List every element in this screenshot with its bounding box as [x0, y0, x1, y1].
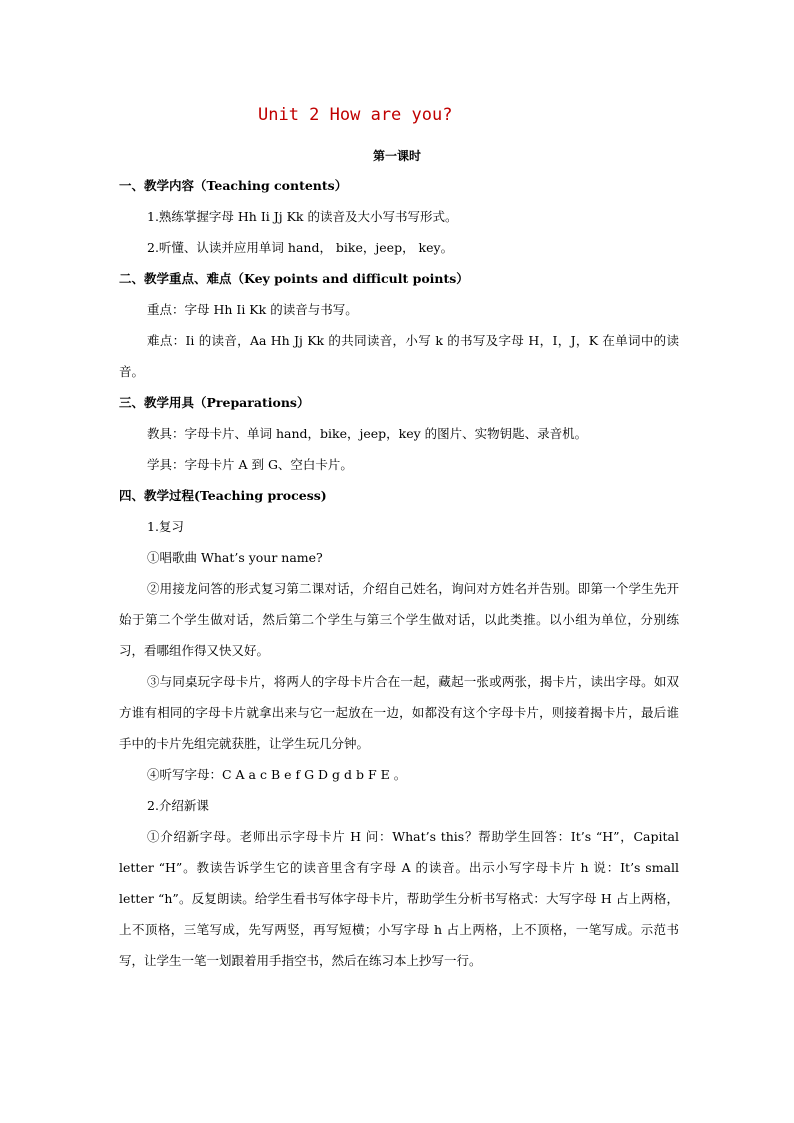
review-item-3: ③与同桌玩字母卡片，将两人的字母卡片合在一起，藏起一张或两张，揭卡片，读出字母。如双方谁有相同的字母卡片就拿出来与它一起放在一边，如都没有这个字母卡片，则接着揭卡片，最后谁手中的卡片先组完就获胜，让学生玩几分钟。: [119, 674, 679, 751]
section-heading-key-points: 二、教学重点、难点（Key points and difficult points）: [119, 271, 469, 286]
review-item-2: ②用接龙问答的形式复习第二课对话，介绍自己姓名，询问对方姓名并告别。即第一个学生先开始于第二个学生做对话，然后第二个学生与第三个学生做对话，以此类推。以小组为单位，分别练习，看哪组作得又快又好。: [119, 581, 679, 658]
new-lesson-item-1: ①介绍新字母。老师出示字母卡片 H 问：What’s this？帮助学生回答：It’s “H”，Capital letter “H”。教读告诉学生它的读音里含有字母 A 的读音。出示小写字母卡片 h 说：It’s small letter “h”。反复朗读。给学生看书写体字母卡片，帮助学生分析书写格式：大写字母 H 占上两格，上不顶格，三笔写成，先写两竖，再写短横；小写字母 h 占上两格，上不顶格，一笔写成。示范书写，让学生一笔一划跟着用手指空书，然后在练习本上抄写一行。: [119, 829, 679, 968]
step-review-label: 1.复习: [147, 519, 184, 534]
teacher-materials-text: 教具：字母卡片、单词 hand，bike，jeep，key 的图片、实物钥匙、录音机。: [147, 426, 588, 441]
lesson-subtitle: 第一课时: [372, 149, 421, 163]
difficult-point-text: 难点：Ii 的读音，Aa Hh Jj Kk 的共同读音，小写 k 的书写及字母 H，I，J，K 在单词中的读音。: [119, 333, 679, 379]
section-heading-contents: 一、教学内容（Teaching contents）: [119, 178, 348, 193]
review-item-1: ①唱歌曲 What’s your name?: [147, 550, 323, 565]
document-body: [119, 170, 679, 976]
step-new-lesson-label: 2.介绍新课: [147, 798, 209, 813]
document-title: Unit 2 How are you?: [258, 105, 453, 125]
review-item-4: ④听写字母：C A a c B e f G D g d b F E 。: [147, 767, 407, 782]
content-item-2: 2.听懂、认读并应用单词 hand， bike，jeep， key。: [147, 240, 454, 255]
section-heading-preparations: 三、教学用具（Preparations）: [119, 395, 310, 410]
section-heading-process: 四、教学过程(Teaching process): [119, 488, 327, 503]
student-materials-text: 学具：字母卡片 A 到 G、空白卡片。: [147, 457, 353, 472]
content-item-1: 1.熟练掌握字母 Hh Ii Jj Kk 的读音及大小写书写形式。: [147, 209, 458, 224]
key-point-text: 重点：字母 Hh Ii Kk 的读音与书写。: [147, 302, 358, 317]
